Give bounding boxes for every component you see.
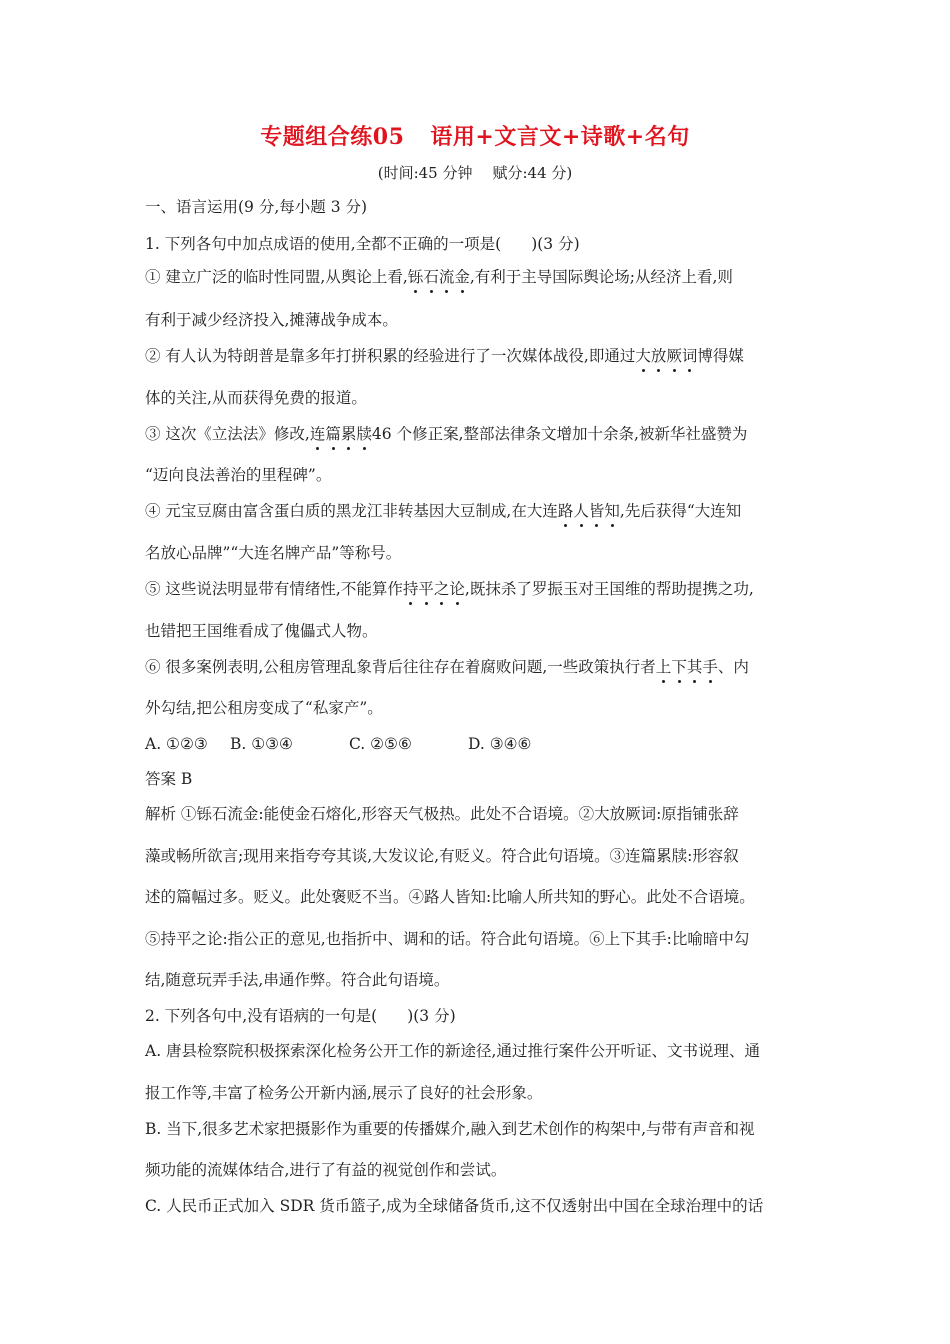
q2-stem-a: 2. 下列各句中,没有语病的一句是( — [145, 1007, 378, 1025]
option-d: D. ③④⑥ — [468, 735, 532, 753]
dotted-idiom — [310, 425, 372, 443]
q1-stem-b: )(3 分) — [531, 235, 580, 253]
q1-sentence-3 — [145, 423, 810, 445]
q1-sentence-4 — [145, 500, 810, 522]
q1-sentence-5-cont: 也错把王国维看成了傀儡式人物。 — [145, 622, 378, 640]
dotted-char: 平 — [418, 580, 434, 598]
q2-option-line: C. 人民币正式加入 SDR 货币篮子,成为全球储备货币,这不仅透射出中国在全球治理中的话 — [145, 1197, 764, 1215]
dotted-char: 累 — [340, 425, 357, 443]
dotted-idiom — [656, 658, 718, 676]
q2-stem — [145, 1005, 810, 1027]
sentence-text: ③ 这次《立法法》修改, — [145, 425, 310, 443]
sentence-text: ④ 元宝豆腐由富含蛋白质的黑龙江非转基因大豆制成,在大连 — [145, 502, 558, 520]
option-b: B. ①③④ — [230, 735, 293, 753]
sentence-text: 博得媒 — [697, 347, 744, 365]
dotted-char: 之 — [433, 580, 450, 598]
dotted-char: 路 — [557, 502, 574, 520]
time-info — [0, 162, 950, 183]
sentence-text: ⑥ 很多案例表明,公租房管理乱象背后往往存在着腐败问题,一些政策执行者 — [145, 658, 656, 676]
dotted-idiom — [558, 502, 620, 520]
q1-sentence-6 — [145, 656, 810, 678]
q1-analysis-line: 述的篇幅过多。贬义。此处褒贬不当。④路人皆知:比喻人所共知的野心。此处不合语境。 — [145, 888, 755, 906]
q1-sentence-4-cont: 名放心品牌”“大连名牌产品”等称号。 — [145, 544, 402, 562]
q2-option-line: 报工作等,丰富了检务公开新内涵,展示了良好的社会形象。 — [145, 1084, 543, 1102]
time-limit: (时间:45 分钟 — [377, 164, 473, 182]
title-main: 专题组合练05 — [260, 124, 405, 150]
section-heading: 一、语言运用(9 分,每小题 3 分) — [145, 198, 368, 216]
q1-analysis-line: 藻或畅所欲言;现用来指夸夸其谈,大发议论,有贬义。符合此句语境。③连篇累牍:形容叙 — [145, 847, 739, 865]
q2-option-line: B. 当下,很多艺术家把摄影作为重要的传播媒介,融入到艺术创作的构架中,与带有声音和视 — [145, 1120, 755, 1138]
dotted-char: 论 — [449, 580, 465, 598]
q1-stem — [145, 233, 810, 255]
dotted-char: 连 — [309, 425, 326, 443]
sentence-text: 46 个修正案,整部法律条文增加十余条,被新华社盛赞为 — [371, 425, 748, 443]
q1-stem-a: 1. 下列各句中加点成语的使用,全都不正确的一项是( — [145, 235, 502, 253]
dotted-char: 词 — [681, 347, 698, 365]
q1-sentence-1-cont: 有利于减少经济投入,摊薄战争成本。 — [145, 311, 398, 329]
option-c: C. ②⑤⑥ — [349, 735, 412, 753]
q1-analysis-line: 结,随意玩弄手法,串通作弊。符合此句语境。 — [145, 971, 450, 989]
sentence-text: ,有利于主导国际舆论场;从经济上看,则 — [469, 268, 733, 286]
dotted-char: 手 — [702, 658, 718, 676]
q1-sentence-2-cont: 体的关注,从而获得免费的报道。 — [145, 389, 367, 407]
dotted-char: 金 — [454, 268, 470, 286]
dotted-char: 厥 — [666, 347, 682, 365]
dotted-char: 知 — [604, 502, 620, 520]
dotted-char: 牍 — [356, 425, 372, 443]
q1-sentence-6-cont: 外勾结,把公租房变成了“私家产”。 — [145, 699, 383, 717]
page-title — [0, 120, 950, 151]
q1-answer: 答案 B — [145, 770, 193, 788]
q1-sentence-2 — [145, 345, 810, 367]
sentence-text: 、内 — [717, 658, 749, 676]
dotted-char: 铄 — [407, 268, 424, 286]
dotted-char: 上 — [655, 658, 672, 676]
dotted-char: 下 — [671, 658, 687, 676]
option-a: A. ①②③ — [145, 735, 208, 753]
dotted-char: 持 — [402, 580, 419, 598]
q2-stem-b: )(3 分) — [407, 1007, 456, 1025]
dotted-char: 人 — [573, 502, 589, 520]
total-score: 赋分:44 分) — [492, 164, 573, 182]
q1-analysis-line: ⑤持平之论:指公正的意见,也指折中、调和的话。符合此句语境。⑥上下其手:比喻暗中勾 — [145, 930, 750, 948]
q2-option-line: A. 唐县检察院积极探索深化检务公开工作的新途径,通过推行案件公开听证、文书说理、通 — [145, 1042, 760, 1060]
q1-analysis-line: 解析 ①铄石流金:能使金石熔化,形容天气极热。此处不合语境。②大放厥词:原指铺张辞 — [145, 805, 739, 823]
dotted-char: 流 — [438, 268, 455, 286]
dotted-char: 皆 — [588, 502, 605, 520]
q1-sentence-5 — [145, 578, 810, 600]
sentence-text: ② 有人认为特朗普是靠多年打拼积累的经验进行了一次媒体战役,即通过 — [145, 347, 636, 365]
dotted-char: 放 — [650, 347, 667, 365]
dotted-idiom — [403, 580, 465, 598]
dotted-char: 石 — [423, 268, 439, 286]
dotted-char: 篇 — [325, 425, 341, 443]
sentence-text: ⑤ 这些说法明显带有情绪性,不能算作 — [145, 580, 403, 598]
dotted-idiom — [635, 347, 697, 365]
q2-option-line: 频功能的流媒体结合,进行了有益的视觉创作和尝试。 — [145, 1161, 507, 1179]
q1-options — [145, 733, 810, 755]
sentence-text: ,先后获得“大连知 — [619, 502, 742, 520]
dotted-char: 大 — [635, 347, 651, 365]
sentence-text: ,既抹杀了罗振玉对王国维的帮助提携之功, — [464, 580, 754, 598]
sentence-text: ① 建立广泛的临时性同盟,从舆论上看, — [145, 268, 408, 286]
dotted-char: 其 — [686, 658, 703, 676]
q1-sentence-3-cont: “迈向良法善治的里程碑”。 — [145, 466, 332, 484]
q1-sentence-1 — [145, 266, 810, 288]
dotted-idiom — [408, 268, 470, 286]
title-sub: 语用+文言文+诗歌+名句 — [430, 124, 690, 150]
